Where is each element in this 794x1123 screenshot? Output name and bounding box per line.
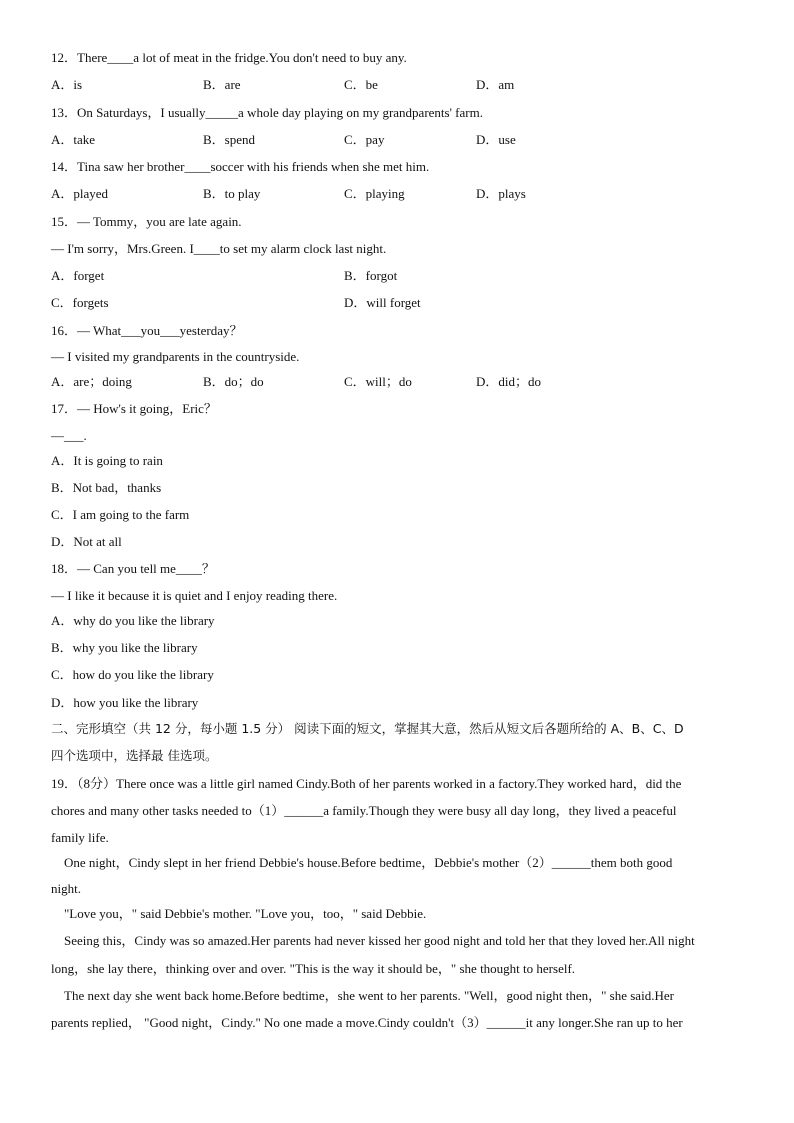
question-15-option-a: A．forget <box>51 268 105 283</box>
question-13-stem: 13．On Saturdays，I usually_____a whole day playing on my grandparents' farm. <box>51 105 483 120</box>
question-14-option-d: D．plays <box>476 186 526 201</box>
question-18-option-d: D．how you like the library <box>51 695 199 710</box>
question-12-option-b: B．are <box>203 77 241 92</box>
passage-line: One night，Cindy slept in her friend Debbie's house.Before bedtime，Debbie's mother（2）______them both good <box>64 855 673 870</box>
question-14-option-b: B．to play <box>203 186 261 201</box>
passage-line: chores and many other tasks needed to（1）______a family.Though they were busy all day long，they lived a peaceful <box>51 803 677 818</box>
question-18-stem: 18．— Can you tell me____？ <box>51 561 215 576</box>
question-17-option-b: B．Not bad，thanks <box>51 480 162 495</box>
passage-line: 19．（8分）There once was a little girl named Cindy.Both of her parents worked in a factory.They worked hard，did the <box>51 776 682 791</box>
question-13-option-b: B．spend <box>203 132 256 147</box>
question-16-option-d: D．did；do <box>476 374 542 389</box>
question-13-option-c: C．pay <box>344 132 385 147</box>
question-18-response: — I like it because it is quiet and I enjoy reading there. <box>51 588 338 603</box>
passage-line: night. <box>51 881 81 896</box>
question-17-option-d: D．Not at all <box>51 534 122 549</box>
question-15-stem: 15．— Tommy，you are late again. <box>51 214 242 229</box>
question-12-option-c: C．be <box>344 77 378 92</box>
question-14-option-c: C．playing <box>344 186 405 201</box>
question-16-stem: 16．— What___you___yesterday？ <box>51 323 243 338</box>
question-18-option-a: A．why do you like the library <box>51 613 215 628</box>
passage-line: Seeing this，Cindy was so amazed.Her parents had never kissed her good night and told her that they loved her.All night <box>64 933 695 948</box>
question-13-option-d: D．use <box>476 132 516 147</box>
question-16-option-a: A．are；doing <box>51 374 132 389</box>
question-16-option-c: C．will；do <box>344 374 412 389</box>
question-15-option-d: D．will forget <box>344 295 421 310</box>
question-18-option-b: B．why you like the library <box>51 640 198 655</box>
question-12-option-a: A．is <box>51 77 83 92</box>
passage-line: long，she lay there，thinking over and over. "This is the way it should be，" she thought to herself. <box>51 961 576 976</box>
question-13-option-a: A．take <box>51 132 96 147</box>
section-2-heading-cont: 四个选项中，选择最 佳选项。 <box>51 748 218 763</box>
question-12-option-d: D．am <box>476 77 515 92</box>
question-15-response: — I'm sorry，Mrs.Green. I____to set my alarm clock last night. <box>51 241 387 256</box>
question-15-option-b: B．forgot <box>344 268 398 283</box>
passage-line: "Love you，" said Debbie's mother. "Love you，too，" said Debbie. <box>64 906 427 921</box>
question-12-stem: 12．There____a lot of meat in the fridge.You don't need to buy any. <box>51 50 407 65</box>
section-2-heading: 二、完形填空（共 12 分，每小题 1.5 分） 阅读下面的短文，掌握其大意，然后从短文后各题所给的 A、B、C、D <box>51 721 684 736</box>
passage-line: family life. <box>51 830 109 845</box>
passage-line: The next day she went back home.Before bedtime，she went to her parents. "Well，good night then，" she said.Her <box>64 988 674 1003</box>
question-15-option-c: C．forgets <box>51 295 109 310</box>
question-17-response: —___. <box>51 428 87 443</box>
question-17-stem: 17．— How's it going，Eric？ <box>51 401 217 416</box>
passage-line: parents replied， "Good night，Cindy." No one made a move.Cindy couldn't（3）______it any longer.She ran up to her <box>51 1015 683 1030</box>
question-14-option-a: A．played <box>51 186 109 201</box>
question-17-option-c: C．I am going to the farm <box>51 507 190 522</box>
question-18-option-c: C．how do you like the library <box>51 667 214 682</box>
question-16-option-b: B．do；do <box>203 374 264 389</box>
question-17-option-a: A．It is going to rain <box>51 453 163 468</box>
question-14-stem: 14．Tina saw her brother____soccer with his friends when she met him. <box>51 159 430 174</box>
question-16-response: — I visited my grandparents in the countryside. <box>51 349 300 364</box>
